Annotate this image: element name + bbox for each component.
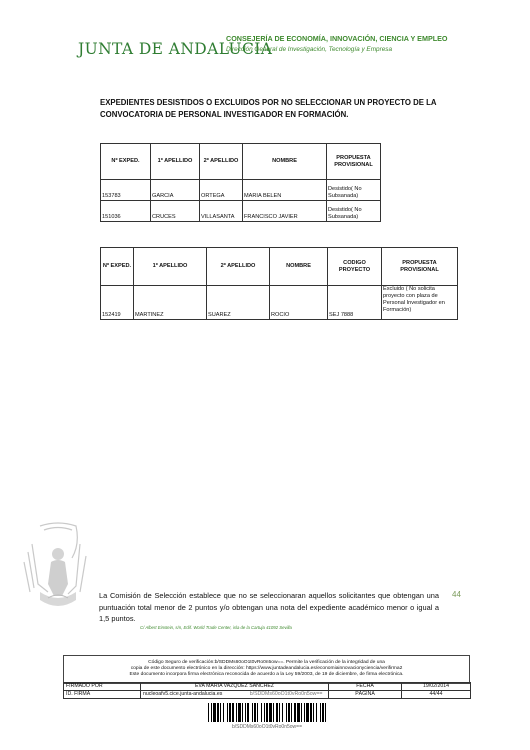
cell-exped: 151036 [101, 201, 151, 222]
selection-criteria-paragraph: La Comisión de Selección establece que no se seleccionaran aquellos solicitantes que obtengan una puntuación total menor de 2 puntos y/o obtengan una nota del expediente académico menor o igual a 1,5 puntos. [99, 591, 439, 623]
date-label: FECHA [329, 683, 402, 691]
col-header-apellido1: 1º APELLIDO [151, 144, 200, 180]
page-label: PÁGINA [329, 691, 402, 699]
id-value: nucleoafv5.cice.junta-andalucia.es [143, 691, 223, 697]
table-row [101, 180, 381, 201]
verification-line-2: copia de este documento electrónico en la dirección: https://www.juntadeandalucia.es/economiainnovacionyciencia/verifirma2 [130, 666, 403, 671]
table-header-row [101, 144, 381, 180]
cell-nombre: FRANCISCO JAVIER [243, 201, 327, 222]
cell-apellido1: CRUCES [151, 201, 200, 222]
signed-by-value: EVA MARIA VAZQUEZ SANCHEZ [141, 683, 329, 691]
cell-apellido2: SUAREZ [207, 286, 270, 320]
page-value: 44/44 [402, 691, 471, 699]
signature-row [64, 683, 471, 691]
barcode [208, 703, 326, 722]
col-header-exped: Nº EXPED. [101, 144, 151, 180]
signature-table [63, 682, 471, 699]
col-header-nombre: NOMBRE [270, 248, 328, 286]
cell-exped: 153783 [101, 180, 151, 201]
verification-box [63, 655, 470, 684]
col-header-propuesta: PROPUESTA PROVISIONAL [382, 248, 458, 286]
andalucia-emblem [18, 522, 98, 612]
col-header-apellido1: 1º APELLIDO [134, 248, 207, 286]
cell-apellido2: ORTEGA [200, 180, 243, 201]
signed-by-label: FIRMADO POR [64, 683, 141, 691]
id-cell [141, 691, 329, 699]
table-header-row [101, 248, 458, 286]
cell-exped: 152419 [101, 286, 134, 320]
cell-apellido1: GARCIA [151, 180, 200, 201]
date-value: 19/02/2014 [402, 683, 471, 691]
barcode-text: b/SDDMs60oO1t0vRo0n5ow== [231, 724, 303, 730]
cell-apellido2: VILLASANTA [200, 201, 243, 222]
col-header-codigo: CODIGO PROYECTO [328, 248, 382, 286]
col-header-nombre: NOMBRE [243, 144, 327, 180]
cell-propuesta: Desistido( No Subsanada) [327, 201, 381, 222]
excluidos-table [100, 247, 458, 320]
table-row [101, 286, 458, 320]
signature-row [64, 691, 471, 699]
verification-line-3: Este documento incorpora firma electrónica reconocida de acuerdo a la Ley 59/2003, de 19 de diciembre, de firma electrónica. [129, 672, 404, 677]
directorate-name: Dirección General de Investigación, Tecnología y Empresa [226, 46, 393, 53]
cell-propuesta: Excluido ( No solicita proyecto con plaza de Personal Investigador en Formación) [382, 286, 458, 320]
col-header-propuesta: PROPUESTA PROVISIONAL [327, 144, 381, 180]
table-row [101, 201, 381, 222]
col-header-apellido2: 2º APELLIDO [207, 248, 270, 286]
document-title: EXPEDIENTES DESISTIDOS O EXCLUIDOS POR NO SELECCIONAR UN PROYECTO DE LA CONVOCATORIA DE PERSONAL INVESTIGADOR EN FORMACIÓN. [100, 98, 437, 119]
col-header-exped: Nº EXPED. [101, 248, 134, 286]
junta-logo: JUNTA DE ANDALUCIA [78, 40, 273, 58]
id-label: ID. FIRMA [64, 691, 141, 699]
col-header-apellido2: 2º APELLIDO [200, 144, 243, 180]
page-number: 44 [452, 590, 461, 599]
cell-nombre: MARIA BELEN [243, 180, 327, 201]
signature-code: b/SDDMs60oO1t0vRo0n5ow== [249, 691, 323, 697]
department-name: CONSEJERÍA DE ECONOMÍA, INNOVACIÓN, CIENCIA Y EMPLEO [226, 34, 448, 43]
address-line: C/ Albert Einstein, s/n, Edif. World Trade Center, isla de la Cartuja 41092 Sevilla [140, 625, 292, 630]
verification-line-1: Código Seguro de verificación:b/SDDMs60oO1t0vRo0n5ow==. Permite la verificación de la integridad de una [148, 660, 385, 665]
cell-codigo: SEJ 7888 [328, 286, 382, 320]
cell-apellido1: MARTINEZ [134, 286, 207, 320]
cell-nombre: ROCIO [270, 286, 328, 320]
desistidos-table [100, 143, 381, 222]
cell-propuesta: Desistido( No Subsanada) [327, 180, 381, 201]
